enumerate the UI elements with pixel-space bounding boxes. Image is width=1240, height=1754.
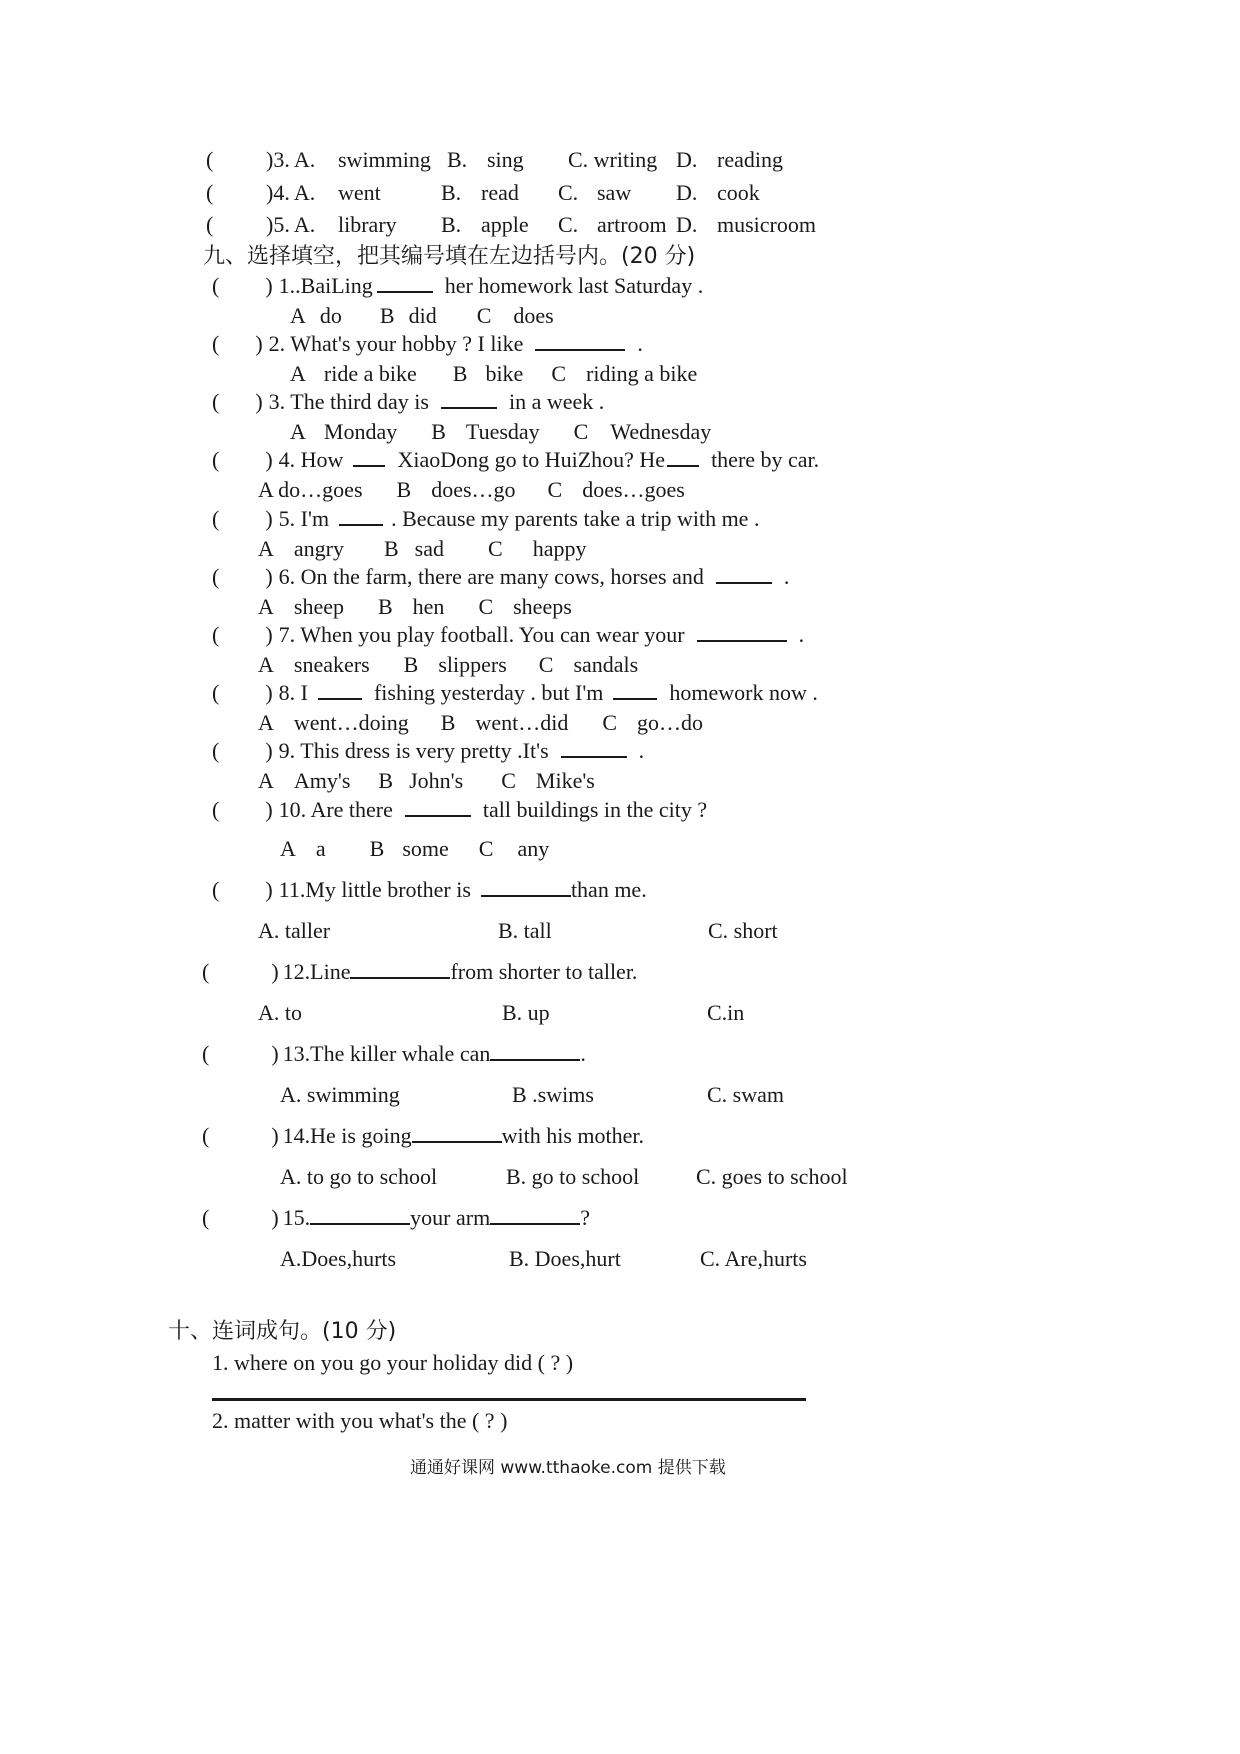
blank [377, 273, 433, 293]
option-letter: B. [441, 212, 462, 237]
blank [490, 1205, 580, 1225]
sentence-1: 1. where on you go your holiday did ( ? ) [212, 1350, 574, 1375]
blank [353, 447, 385, 467]
blank [716, 564, 772, 584]
q2-options: A ride a bike B bike C riding a bike [290, 361, 698, 386]
blank [481, 877, 571, 897]
q5: ( ) 5. I'm . Because my parents take a trip with me . [212, 506, 760, 531]
q6: ( ) 6. On the farm, there are many cows, horses and . [212, 564, 790, 589]
q2: ( ) 2. What's your hobby ? I like . [212, 331, 643, 356]
option-letter: B. [441, 180, 462, 205]
q3-options: A Monday B Tuesday C Wednesday [290, 419, 712, 444]
option-letter: C. [558, 180, 579, 205]
option-c: C. swam [707, 1082, 784, 1107]
option-b: B .swims [512, 1082, 594, 1107]
q6-options: A sheep B hen C sheeps [258, 594, 572, 619]
q12: ( ) 12.Line from shorter to taller. [202, 959, 638, 984]
q5-options: A angry B sad C happy [258, 536, 587, 561]
blank [613, 680, 657, 700]
blank [441, 389, 497, 409]
blank [697, 622, 787, 642]
section-9-title: 九、选择填空，把其编号填在左边括号内。(20 分) [203, 244, 696, 269]
q14: ( ) 14.He is going with his mother. [202, 1123, 644, 1148]
q11: ( ) 11.My little brother is than me. [212, 877, 647, 902]
option-letter: D. [676, 212, 698, 237]
option-c: C. Are,hurts [700, 1246, 807, 1271]
option-letter: C. [558, 212, 579, 237]
q8: ( ) 8. I fishing yesterday . but I'm homework now . [212, 680, 818, 705]
q8-5-body: )5. A. [266, 212, 316, 237]
option-a: A. swimming [280, 1082, 400, 1107]
q1: ( ) 1..BaiLing her homework last Saturday . [212, 273, 704, 298]
option-text: saw [597, 180, 632, 205]
q8-4-body: )4. A. [266, 180, 316, 205]
q8-3: ( [206, 147, 214, 172]
blank [535, 331, 625, 351]
option-text: swimming [338, 147, 431, 172]
section-10-title: 十、连词成句。(10 分) [168, 1319, 397, 1344]
blank [490, 1041, 580, 1061]
q9-options: A Amy's B John's C Mike's [258, 768, 595, 793]
option-c: C.in [707, 1000, 745, 1025]
option-text: apple [481, 212, 529, 237]
option-b: B. Does,hurt [509, 1246, 621, 1271]
q15: ( ) 15. your arm ? [202, 1205, 590, 1230]
q4: ( ) 4. How XiaoDong go to HuiZhou? He there by car. [212, 447, 820, 472]
sentence-2: 2. matter with you what's the ( ? ) [212, 1408, 508, 1433]
option-b: B. go to school [506, 1164, 640, 1189]
option-c: C. goes to school [696, 1164, 848, 1189]
option-a: A. taller [258, 918, 331, 943]
option-text: artroom [597, 212, 667, 237]
q10: ( ) 10. Are there tall buildings in the city ? [212, 797, 708, 822]
paren: ( [206, 212, 214, 237]
q7-options: A sneakers B slippers C sandals [258, 652, 639, 677]
option-a: A. to [258, 1000, 302, 1025]
blank [561, 738, 627, 758]
answer-line [212, 1398, 806, 1401]
option-text: library [338, 212, 397, 237]
q7: ( ) 7. When you play football. You can wear your . [212, 622, 805, 647]
paren: ( [206, 180, 214, 205]
option-text: sing [487, 147, 524, 172]
option-text: reading [717, 147, 783, 172]
option-a: A. to go to school [280, 1164, 438, 1189]
blank [667, 447, 699, 467]
q8-3-body: )3. A. [266, 147, 316, 172]
option-a: A.Does,hurts [280, 1246, 397, 1271]
q4-options: A do…goes B does…go C does…goes [258, 477, 685, 502]
q1-options: A do B did C does [290, 303, 554, 328]
option-text: read [481, 180, 519, 205]
blank [318, 680, 362, 700]
option-b: B. up [502, 1000, 550, 1025]
footer-text: 通通好课网 www.tthaoke.com 提供下载 [410, 1458, 726, 1478]
blank [310, 1205, 410, 1225]
option-text: C. writing [568, 147, 658, 172]
q10-options: A a B some C any [280, 836, 550, 861]
blank [339, 506, 383, 526]
option-letter: B. [447, 147, 468, 172]
q8-options: A went…doing B went…did C go…do [258, 710, 704, 735]
blank [350, 959, 450, 979]
option-letter: D. [676, 180, 698, 205]
q3: ( ) 3. The third day is in a week . [212, 389, 605, 414]
option-c: C. short [708, 918, 778, 943]
option-letter: D. [676, 147, 698, 172]
option-text: cook [717, 180, 760, 205]
q9: ( ) 9. This dress is very pretty .It's . [212, 738, 645, 763]
option-b: B. tall [498, 918, 552, 943]
q13: ( ) 13.The killer whale can . [202, 1041, 586, 1066]
option-text: went [338, 180, 381, 205]
option-text: musicroom [717, 212, 816, 237]
blank [412, 1123, 502, 1143]
blank [405, 797, 471, 817]
